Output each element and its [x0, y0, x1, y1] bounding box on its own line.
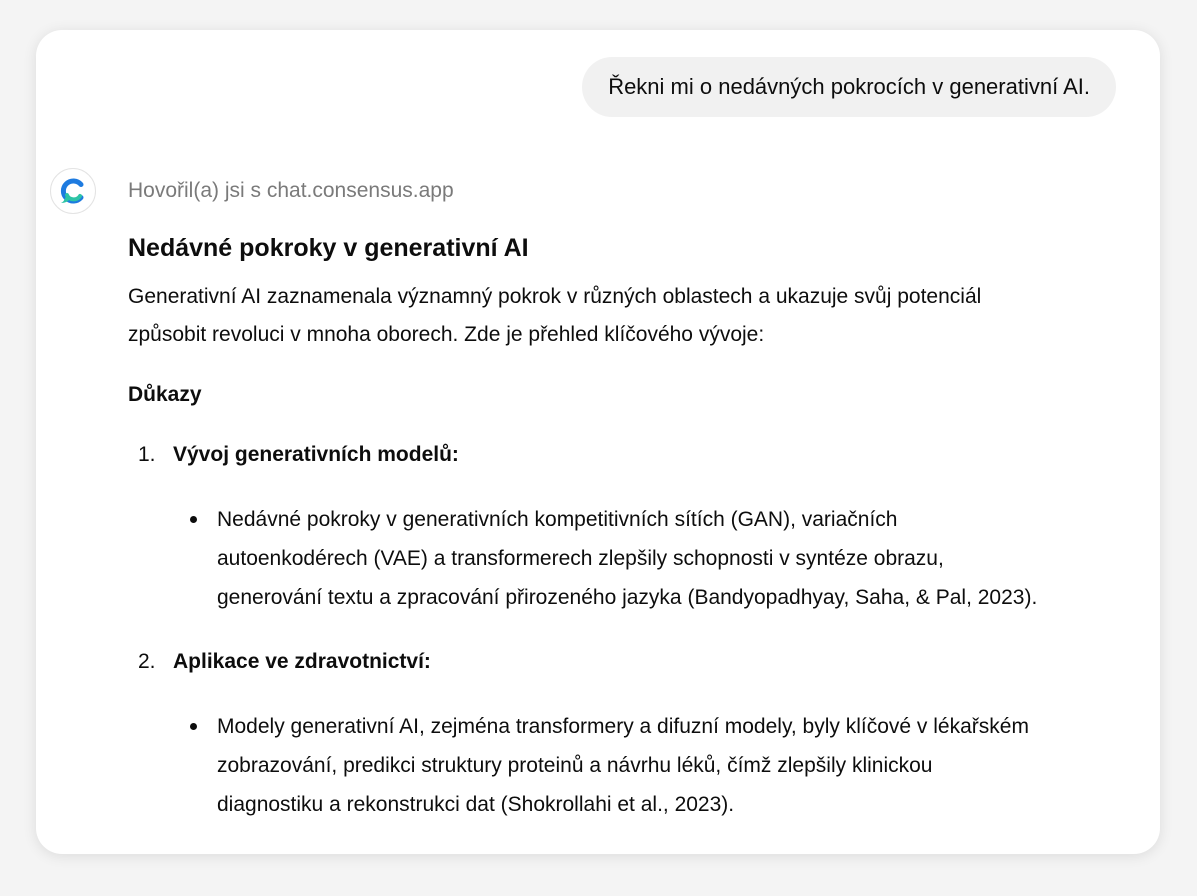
list-item-title: Aplikace ve zdravotnictví: — [173, 650, 431, 673]
bullet-dot-icon — [190, 516, 197, 523]
intro-paragraph — [128, 278, 1138, 354]
bullet-point — [173, 500, 1138, 617]
user-message-bubble: Řekni mi o nedávných pokrocích v generativní AI. — [582, 57, 1116, 117]
consensus-logo-icon — [50, 168, 96, 214]
bullet-line: Modely generativní AI, zejména transformery a difuzní modely, byly klíčové v lékařském — [217, 715, 1029, 738]
intro-line: Generativní AI zaznamenala významný pokrok v různých oblastech a ukazuje svůj potenciál — [128, 285, 982, 308]
chat-window — [36, 30, 1160, 854]
section-title: Důkazy — [128, 383, 202, 406]
bullet-line: generování textu a zpracování přirozeného jazyka (Bandyopadhyay, Saha, & Pal, 2023). — [217, 586, 1038, 609]
list-item — [128, 440, 1138, 617]
list-item — [128, 647, 1138, 824]
list-item-number: 2. — [138, 650, 156, 673]
response-heading: Nedávné pokroky v generativní AI — [128, 234, 529, 262]
bullet-line: zobrazování, predikci struktury proteinů a návrhu léků, čímž zlepšily klinickou — [217, 754, 933, 777]
bullet-point — [173, 707, 1138, 824]
bullet-line: diagnostiku a rekonstrukci dat (Shokrollahi et al., 2023). — [217, 793, 735, 816]
source-meta: Hovořil(a) jsi s chat.consensus.app — [128, 179, 454, 202]
intro-line: způsobit revoluci v mnoha oborech. Zde je přehled klíčového vývoje: — [128, 323, 765, 346]
bullet-line: Nedávné pokroky v generativních kompetitivních sítích (GAN), variačních — [217, 508, 898, 531]
list-item-number: 1. — [138, 443, 156, 466]
assistant-response — [128, 176, 1138, 824]
bullet-dot-icon — [190, 723, 197, 730]
bullet-line: autoenkodérech (VAE) a transformerech zlepšily schopnosti v syntéze obrazu, — [217, 547, 944, 570]
consensus-logo-glyph — [58, 176, 88, 206]
list-item-title: Vývoj generativních modelů: — [173, 443, 459, 466]
